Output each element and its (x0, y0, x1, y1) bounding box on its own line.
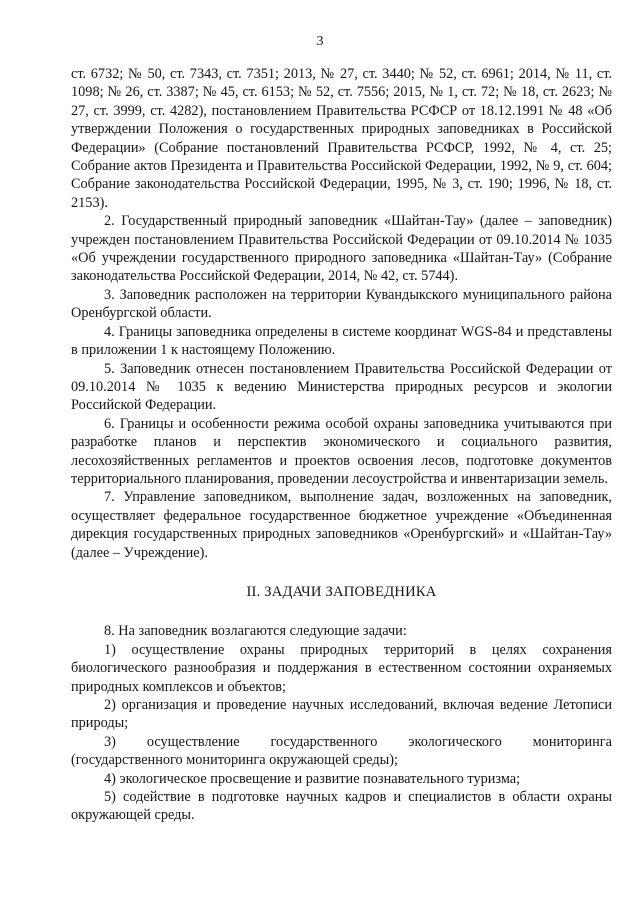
paragraph-8: 8. На заповедник возлагаются следующие задачи: (104, 623, 407, 640)
paragraph-3: 3. Заповедник расположен на территории Кувандыкского муниципального района Оренбургской области. (71, 286, 612, 322)
paragraph-continuation: ст. 6732; № 50, ст. 7343, ст. 7351; 2013, № 27, ст. 3440; № 52, ст. 6961; 2014, № 11, ст. 1098; № 26, ст. 3387; № 45, ст. 6153; № 52, ст. 7556; 2015, № 1, ст. 72; № 18, ст. 2623; № 27, ст. 3999, ст. 4282), постановлением Правительства РСФСР от 18.12.1991 № 48 «Об утверждении Положения о государственных природных заповедниках в Российской Федерации» (Собрание постановлений Правительства РСФСР, 1992, № 4, ст. 25; Собрание актов Президента и Правительства Российской Федерации, 1992, № 9, ст. 604; Собрание законодательства Российской Федерации, 1995, № 3, ст. 190; 1996, № 18, ст. 2153). (71, 66, 612, 211)
task-item-1: 1) осуществление охраны природных территорий в целях сохранения биологического разнообразия и поддержания в естественном состоянии охраняемых природных комплексов и объектов; (71, 641, 612, 695)
task-item-2: 2) организация и проведение научных исследований, включая ведение Летописи природы; (71, 697, 612, 732)
paragraph-2: 2. Государственный природный заповедник «Шайтан-Тау» (далее – заповедник) учрежден постановлением Правительства Российской Федерации от 09.10.2014 № 1035 «Об учреждении государственного природного заповедника «Шайтан-Тау» (Собрание законодательства Российской Федерации, 2014, № 42, ст. 5744). (71, 213, 612, 285)
paragraph-4: 4. Границы заповедника определены в системе координат WGS-84 и представлены в приложении 1 к настоящему Положению. (71, 323, 612, 359)
paragraph-7: 7. Управление заповедником, выполнение задач, возложенных на заповедник, осуществляет федеральное государственное бюджетное учреждение «Объединенная дирекция государственных природных заповедников «Оренбургский» и «Шайтан-Тау» (далее – Учреждение). (71, 489, 612, 561)
section-heading: II. ЗАДАЧИ ЗАПОВЕДНИКА (246, 583, 437, 600)
paragraph-6: 6. Границы и особенности режима особой охраны заповедника учитываются при разработке планов и перспектив экономического и социального развития, лесохозяйственных регламентов и проектов освоения лесов, подготовке документов территориального планирования, проведении лесоустройства и инвентаризации земель. (71, 415, 612, 487)
task-item-3: 3) осуществление государственного экологического мониторинга (государственного мониторинга окружающей среды); (71, 733, 612, 769)
page-number: 3 (316, 34, 324, 49)
task-item-4: 4) экологическое просвещение и развитие познавательного туризма; (104, 770, 521, 787)
paragraph-5: 5. Заповедник отнесен постановлением Правительства Российской Федерации от 09.10.2014 № 1035 к ведению Министерства природных ресурсов и экологии Российской Федерации. (71, 360, 612, 414)
task-item-5: 5) содействие в подготовке научных кадров и специалистов в области охраны окружающей среды. (71, 789, 612, 824)
document-body (71, 65, 612, 825)
